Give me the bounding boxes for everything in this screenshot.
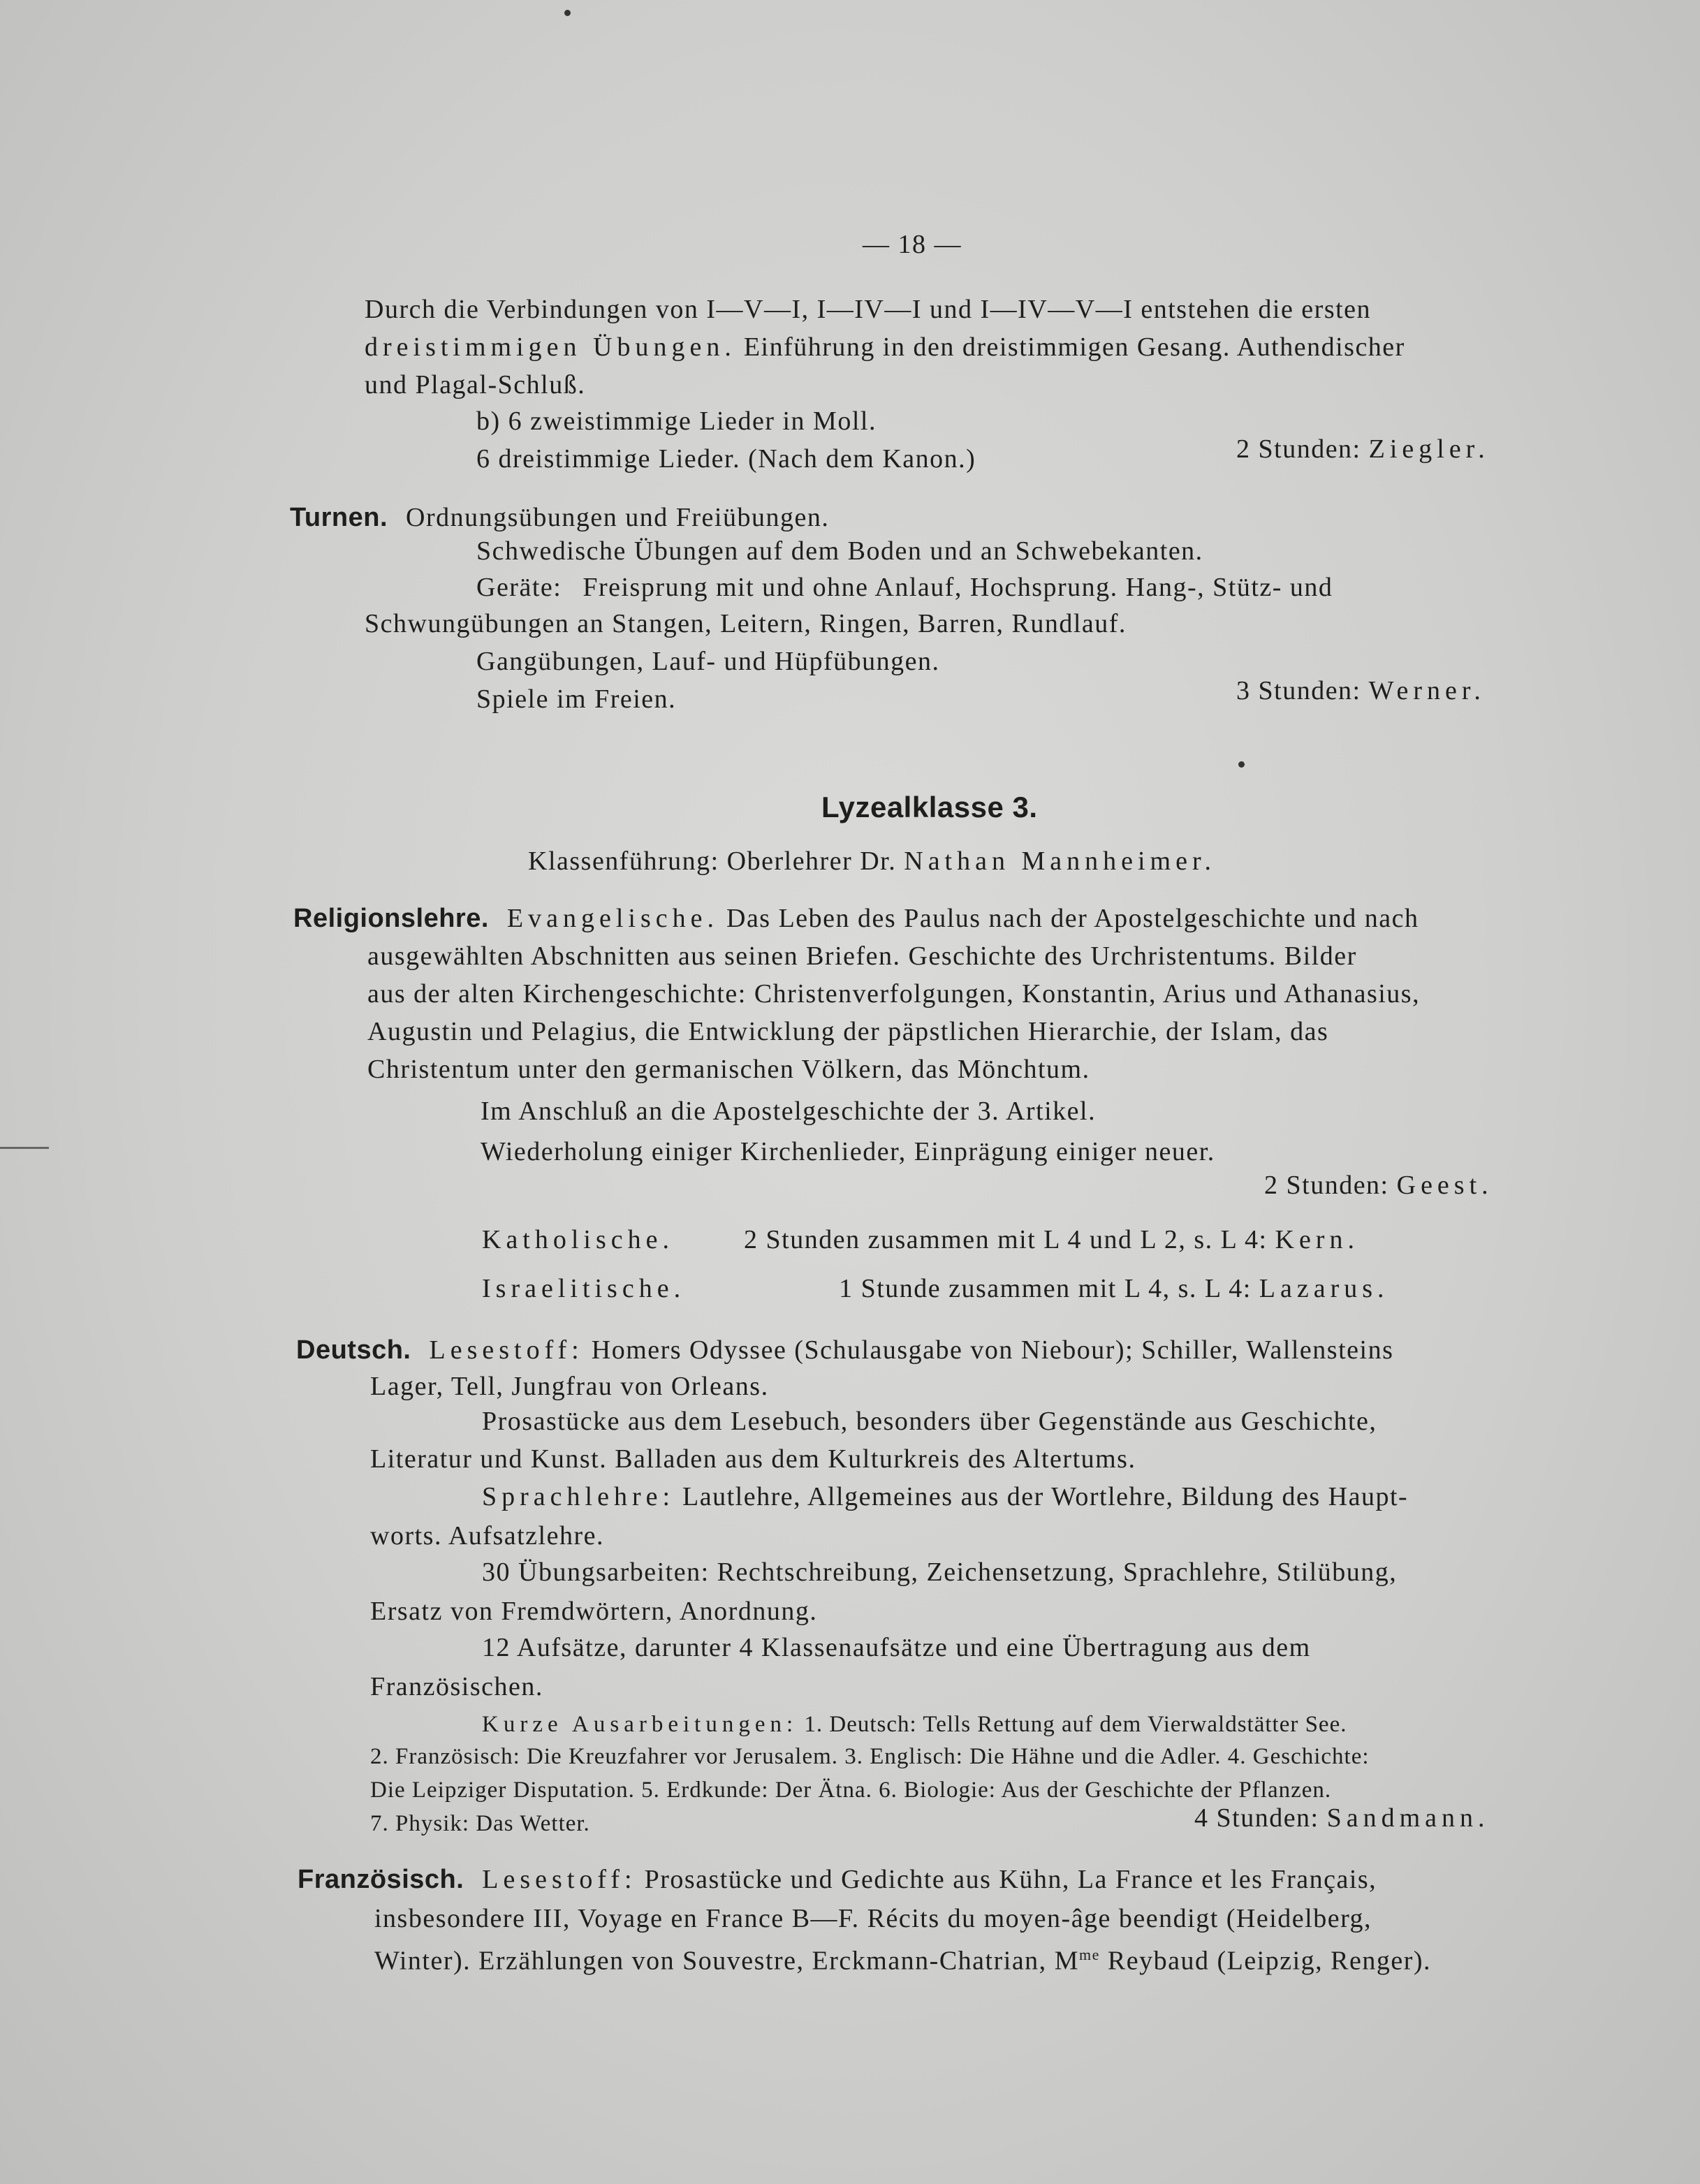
text-line: Israelitische. 1 Stunde zusammen mit L 4, s. L 4: Lazarus. [482,1274,1389,1303]
text-line: 6 dreistimmige Lieder. (Nach dem Kanon.) [476,444,976,474]
text-line: Französischen. [370,1672,543,1701]
text-line: Lager, Tell, Jungfrau von Orleans. [370,1372,769,1401]
subject-franzoesisch: Französisch. Lesestoff: Prosastücke und Gedichte aus Kühn, La France et les Français, [298,1865,1377,1894]
scan-speck [1238,761,1245,768]
text-line: Kurze Ausarbeitungen: 1. Deutsch: Tells Rettung auf dem Vierwaldstätter See. [482,1712,1347,1737]
text-line: Die Leipziger Disputation. 5. Erdkunde: Der Ätna. 6. Biologie: Aus der Geschichte der Pflanzen. [370,1778,1332,1803]
emphasis-text: dreistimmigen Übungen. [365,332,736,362]
text-line: Sprachlehre: Lautlehre, Allgemeines aus der Wortlehre, Bildung des Haupt- [482,1482,1409,1511]
text-line: Schwedische Übungen auf dem Boden und an Schwebekanten. [476,536,1203,566]
hours-teacher: 3 Stunden: Werner. [1236,676,1486,705]
text-line: Spiele im Freien. [476,684,677,714]
page-number: — 18 — [863,230,962,259]
scan-speck [564,10,571,16]
text-line: Im Anschluß an die Apostelgeschichte der 3. Artikel. [481,1097,1097,1126]
hours-teacher: 2 Stunden: Ziegler. [1236,434,1490,464]
text-line: Durch die Verbindungen von I—V—I, I—IV—I und I—IV—V—I entstehen die ersten [365,295,1372,324]
class-leadership: Klassenführung: Oberlehrer Dr. Nathan Mannheimer. [528,847,1217,876]
text-line: b) 6 zweistimmige Lieder in Moll. [476,406,877,436]
text-line: Augustin und Pelagius, die Entwicklung der päpstlichen Hierarchie, der Islam, das [367,1017,1329,1046]
text-line: Schwungübungen an Stangen, Leitern, Ringen, Barren, Rundlauf. [365,609,1127,638]
hours-teacher: 4 Stunden: Sandmann. [1194,1803,1490,1833]
hours-teacher: 2 Stunden: Geest. [1264,1171,1493,1200]
section-title: Lyzealklasse 3. [821,791,1038,823]
text-line: 2. Französisch: Die Kreuzfahrer vor Jerusalem. 3. Englisch: Die Hähne und die Adler. 4. Geschichte: [370,1744,1370,1769]
text-line: ausgewählten Abschnitten aus seinen Briefen. Geschichte des Urchristentums. Bilder [367,941,1357,971]
text-line: Gangübungen, Lauf- und Hüpfübungen. [476,647,940,676]
text-line: 30 Übungsarbeiten: Rechtschreibung, Zeichensetzung, Sprachlehre, Stilübung, [482,1558,1398,1587]
text-line: 12 Aufsätze, darunter 4 Klassenaufsätze und eine Übertragung aus dem [482,1633,1311,1662]
subject-deutsch: Deutsch. Lesestoff: Homers Odyssee (Schulausgabe von Niebour); Schiller, Wallensteins [296,1335,1394,1365]
text-line: Prosastücke aus dem Lesebuch, besonders über Gegenstände aus Geschichte, [482,1407,1377,1436]
text-line: worts. Aufsatzlehre. [370,1521,604,1551]
subject-heading: Deutsch. [296,1335,411,1365]
subject-religion: Religionslehre. Evangelische. Das Leben des Paulus nach der Apostelgeschichte und nach [293,904,1419,933]
scan-edge-mark [0,1147,49,1149]
text-line: Literatur und Kunst. Balladen aus dem Kulturkreis des Altertums. [370,1444,1136,1474]
text-line: Ersatz von Fremdwörtern, Anordnung. [370,1597,818,1626]
text-line: insbesondere III, Voyage en France B—F. Récits du moyen-âge beendigt (Heidelberg, [374,1904,1372,1933]
subject-heading: Turnen. [290,503,388,532]
text-line: Wiederholung einiger Kirchenlieder, Einprägung einiger neuer. [481,1137,1215,1166]
subject-heading: Französisch. [298,1865,464,1894]
text-line: Katholische. 2 Stunden zusammen mit L 4 und L 2, s. L 4: Kern. [482,1225,1359,1254]
subject-heading: Religionslehre. [293,904,489,933]
text-line: Geräte: Freisprung mit und ohne Anlauf, Hochsprung. Hang-, Stütz- und [476,573,1333,602]
subject-turnen: Turnen. Ordnungsübungen und Freiübungen. [290,503,830,532]
text-line: aus der alten Kirchengeschichte: Christenverfolgungen, Konstantin, Arius und Athanasius, [367,979,1421,1009]
text-line: Winter). Erzählungen von Souvestre, Erckmann-Chatrian, $M^{me}$ Reybaud (Leipzig, Renger). [374,1946,1432,1976]
text-line: 7. Physik: Das Wetter. [370,1811,590,1836]
text-line: und Plagal-Schluß. [365,370,586,400]
text-line: Christentum unter den germanischen Völkern, das Mönchtum. [367,1055,1090,1084]
text-line: dreistimmigen Übungen. Einführung in den dreistimmigen Gesang. Authendischer [365,332,1405,362]
